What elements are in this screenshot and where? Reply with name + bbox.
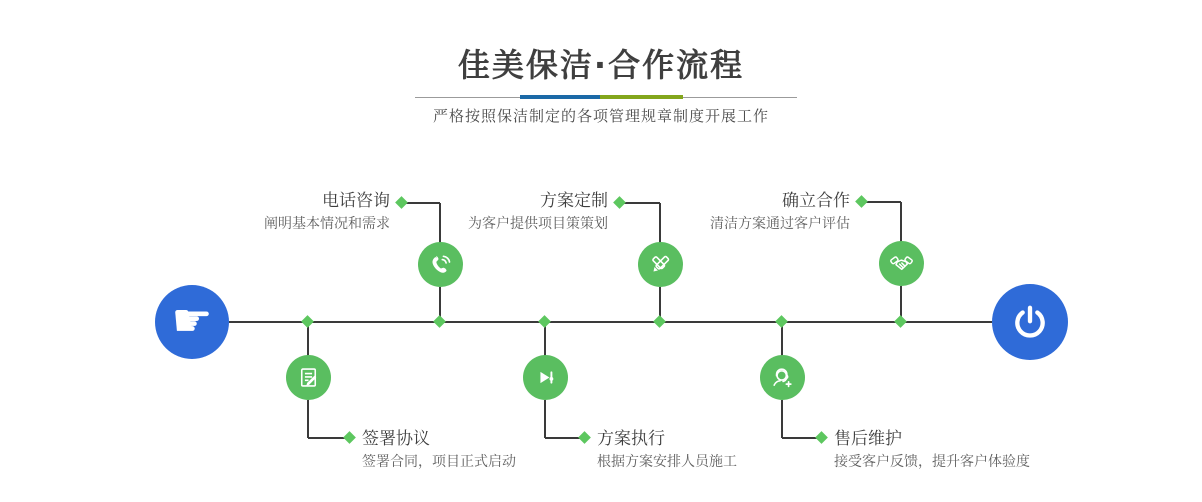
step-description: 签署合同，项目正式启动 (362, 454, 516, 470)
connector (307, 400, 309, 438)
connector (900, 202, 902, 243)
step-icon-circle (523, 355, 568, 400)
divider-green-segment (600, 95, 683, 99)
step-icon-circle (638, 242, 683, 287)
end-node (992, 284, 1068, 360)
step-icon-circle (879, 241, 924, 286)
connector (781, 400, 783, 438)
step-description: 为客户提供项目策策划 (468, 216, 608, 232)
connector-diamond (343, 431, 356, 444)
step-description: 接受客户反馈，提升客户体验度 (834, 454, 1030, 470)
step-label (597, 427, 737, 473)
step-description: 清洁方案通过客户评估 (710, 216, 850, 232)
connector-diamond (775, 315, 788, 328)
step-label (710, 189, 850, 235)
connector-diamond (855, 195, 868, 208)
connector-diamond (301, 315, 314, 328)
step-icon-circle (760, 355, 805, 400)
connector-diamond (653, 315, 666, 328)
step-title: 方案定制 (540, 191, 608, 211)
connector-diamond (395, 196, 408, 209)
headset-icon (769, 364, 796, 391)
step-icon-circle (286, 355, 331, 400)
step-title: 电话咨询 (322, 191, 390, 211)
document-pen-icon (295, 364, 322, 391)
connector-diamond (433, 315, 446, 328)
connector-diamond (815, 431, 828, 444)
divider-blue-segment (520, 95, 600, 99)
step-label (362, 427, 516, 473)
step-label (264, 189, 390, 235)
step-label (834, 427, 1030, 473)
step-title: 售后维护 (834, 429, 902, 449)
play-icon (532, 364, 559, 391)
connector (544, 400, 546, 438)
connector-diamond (613, 196, 626, 209)
pointing-hand-icon: ☛ (171, 293, 213, 347)
step-title: 签署协议 (362, 429, 430, 449)
connector-diamond (894, 315, 907, 328)
start-node (155, 285, 229, 359)
connector (439, 203, 441, 243)
step-description: 根据方案安排人员施工 (597, 454, 737, 470)
connector-diamond (578, 431, 591, 444)
connector-diamond (538, 315, 551, 328)
step-title: 确立合作 (782, 191, 850, 211)
timeline-axis (229, 321, 992, 323)
power-icon (1010, 302, 1050, 342)
page-title: 佳美保洁·合作流程 (457, 46, 745, 84)
connector (659, 203, 661, 243)
step-label (468, 189, 608, 235)
pencils-icon (647, 251, 674, 278)
step-icon-circle (418, 242, 463, 287)
handshake-icon (888, 250, 915, 277)
step-description: 阐明基本情况和需求 (264, 216, 390, 232)
step-title: 方案执行 (597, 429, 665, 449)
page-subtitle: 严格按照保洁制定的各项管理规章制度开展工作 (432, 107, 769, 125)
phone-icon (427, 251, 454, 278)
